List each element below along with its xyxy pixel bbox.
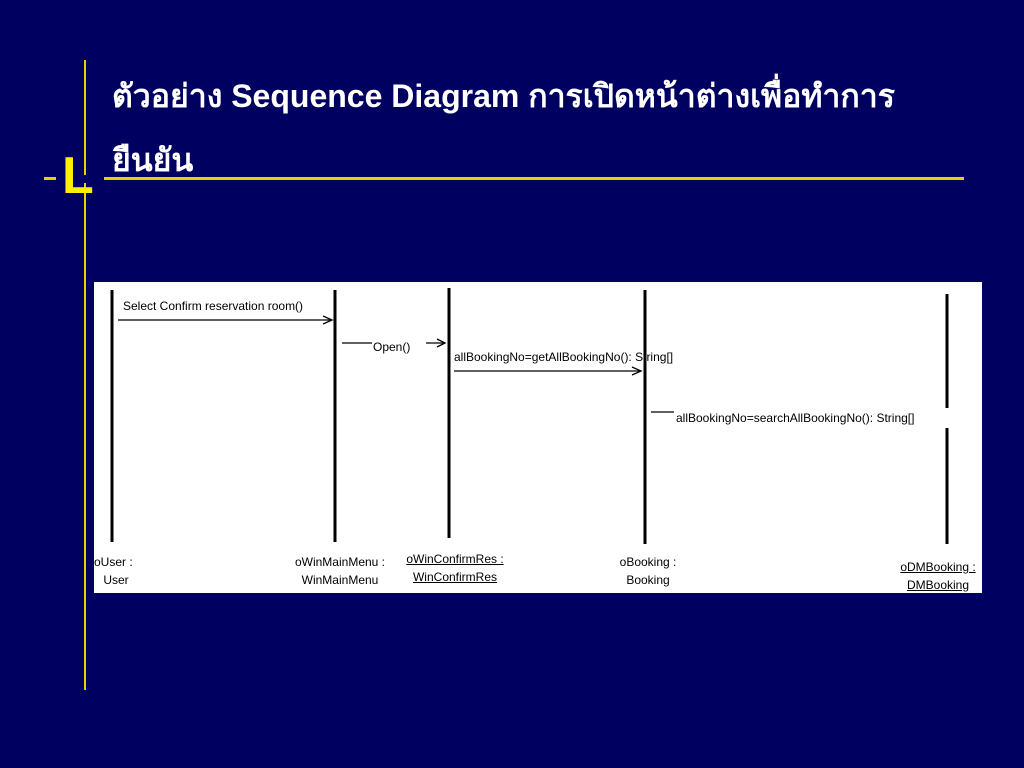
diagram-lines [94, 282, 982, 593]
message-label: allBookingNo=searchAllBookingNo(): String[] [676, 411, 915, 425]
object-class: WinMainMenu [301, 573, 379, 587]
object-label-user [94, 553, 138, 589]
corner-mark: L [62, 147, 94, 205]
slide-title: ตัวอย่าง Sequence Diagram การเปิดหน้าต่างเพื่อทำการยืนยัน [112, 78, 895, 178]
object-instance: oBooking : [619, 555, 677, 569]
object-label-dmbooking [894, 558, 982, 594]
message-label: allBookingNo=getAllBookingNo(): String[] [454, 350, 674, 364]
object-label-winconfirmres [397, 550, 513, 586]
message-label: Open() [373, 340, 411, 354]
object-class: WinConfirmRes [412, 570, 497, 584]
object-label-winmainmenu [285, 553, 395, 589]
object-class: DMBooking [906, 578, 970, 592]
object-label-booking [602, 553, 694, 589]
message-label: Select Confirm reservation room() [123, 299, 304, 313]
object-instance: oWinConfirmRes : [406, 552, 504, 566]
object-instance: oWinMainMenu : [294, 555, 386, 569]
sequence-diagram [94, 282, 982, 593]
object-class: User [103, 573, 129, 587]
object-instance: oUser : [94, 555, 133, 569]
object-instance: oDMBooking : [900, 560, 976, 574]
object-class: Booking [626, 573, 670, 587]
